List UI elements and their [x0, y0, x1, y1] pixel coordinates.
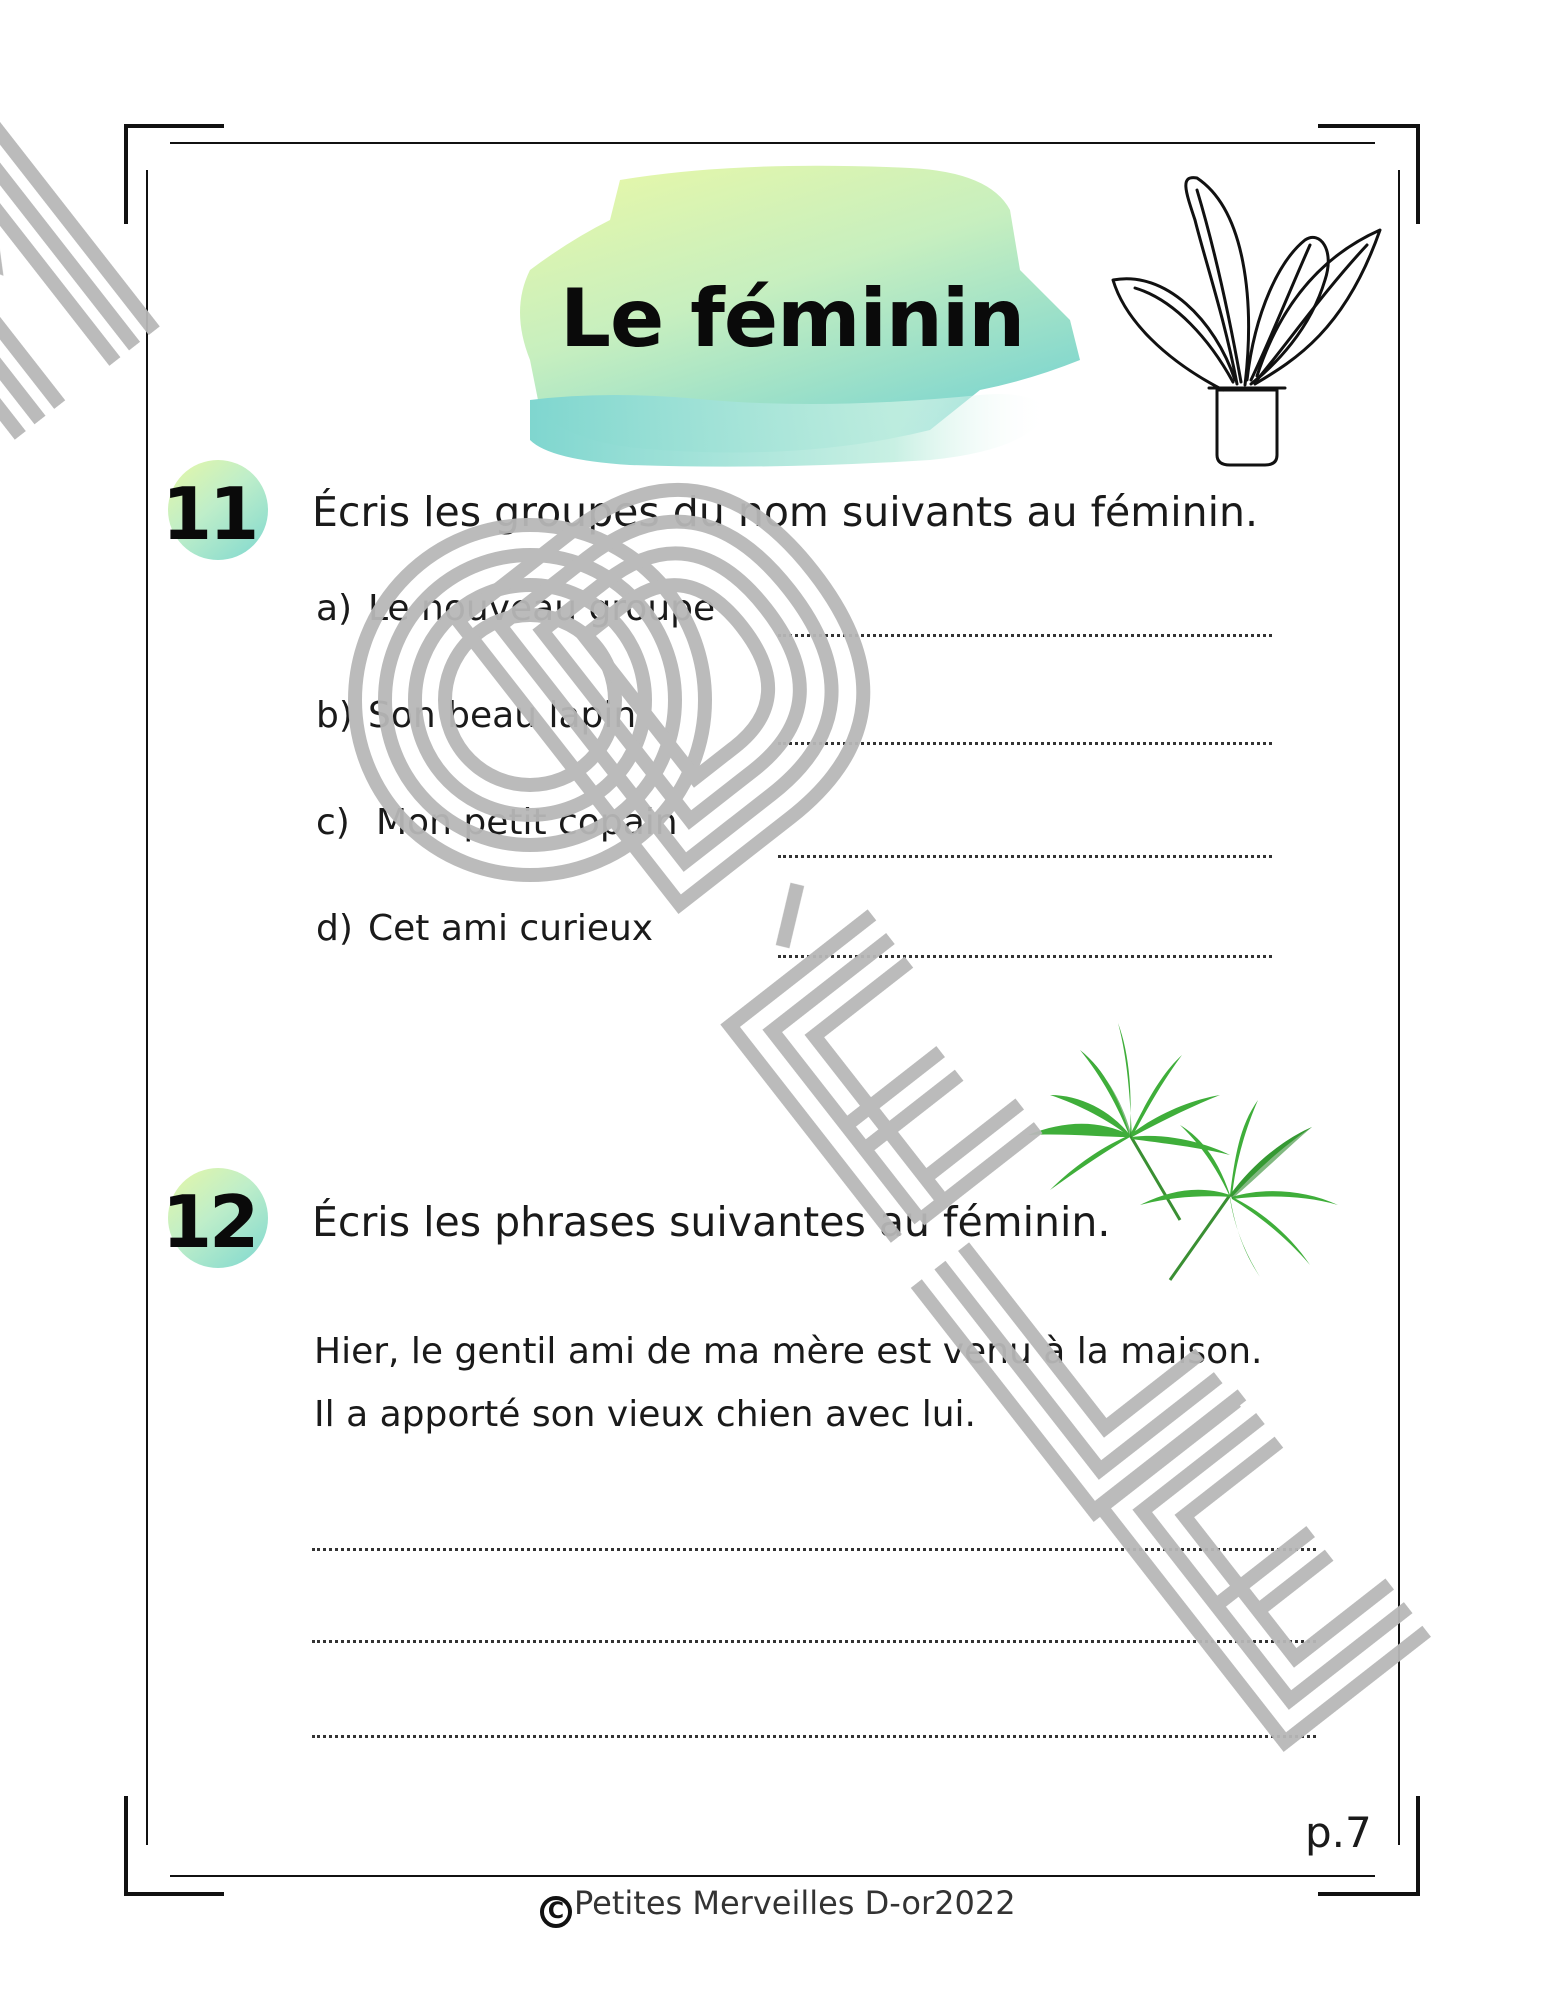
answer-line-c[interactable]	[778, 855, 1272, 858]
exercise-11-item-a	[316, 588, 715, 629]
writing-line-3[interactable]	[312, 1735, 1316, 1738]
frame-bottom-line	[170, 1875, 1375, 1877]
item-letter: d)	[316, 908, 353, 949]
corner-bl-h	[124, 1892, 224, 1896]
writing-line-1[interactable]	[312, 1548, 1316, 1551]
answer-line-b[interactable]	[778, 742, 1272, 745]
item-text: Cet ami curieux	[368, 908, 654, 949]
footer-copyright	[540, 1884, 1016, 1928]
writing-line-2[interactable]	[312, 1640, 1316, 1643]
exercise-11-item-c	[316, 802, 678, 843]
exercise-12-number: 12	[162, 1180, 257, 1264]
exercise-12-number-badge	[162, 1168, 272, 1278]
page-title: Le féminin	[560, 272, 1025, 365]
frame-left-line	[146, 170, 148, 1845]
corner-bl-v	[124, 1796, 128, 1896]
exercise-11-item-b	[316, 695, 636, 736]
item-text: Le nouveau groupe	[368, 588, 716, 629]
paragraph-line-1: Hier, le gentil ami de ma mère est venu à la maison.	[314, 1331, 1263, 1372]
page-number: p.7	[1305, 1808, 1372, 1857]
exercise-11-number: 11	[162, 472, 257, 556]
item-letter: c)	[316, 802, 350, 843]
frame-right-line	[1398, 170, 1400, 1845]
answer-line-a[interactable]	[778, 634, 1272, 637]
corner-tr-h	[1318, 124, 1420, 128]
footer-text: Petites Merveilles D-or2022	[574, 1884, 1016, 1922]
item-text: Son beau lapin	[368, 695, 637, 736]
exercise-12-instruction: Écris les phrases suivantes au féminin.	[312, 1198, 1111, 1246]
item-letter: b)	[316, 695, 353, 736]
item-letter: a)	[316, 588, 353, 629]
potted-plant-icon	[1105, 170, 1390, 470]
copyright-icon: C	[540, 1896, 572, 1928]
frame-top-line	[170, 142, 1375, 144]
exercise-11-instruction: Écris les groupes du nom suivants au féminin.	[312, 488, 1258, 536]
corner-br-v	[1416, 1796, 1420, 1896]
item-text: Mon petit copain	[376, 802, 678, 843]
exercise-11-item-d	[316, 908, 653, 949]
paragraph-line-2: Il a apporté son vieux chien avec lui.	[314, 1394, 976, 1435]
exercise-12-paragraph	[314, 1320, 1324, 1446]
corner-tr-v	[1416, 124, 1420, 224]
answer-line-d[interactable]	[778, 955, 1272, 958]
corner-tl-h	[124, 124, 224, 128]
corner-tl-v	[124, 124, 128, 224]
corner-br-h	[1318, 1892, 1420, 1896]
exercise-11-number-badge	[162, 460, 272, 570]
